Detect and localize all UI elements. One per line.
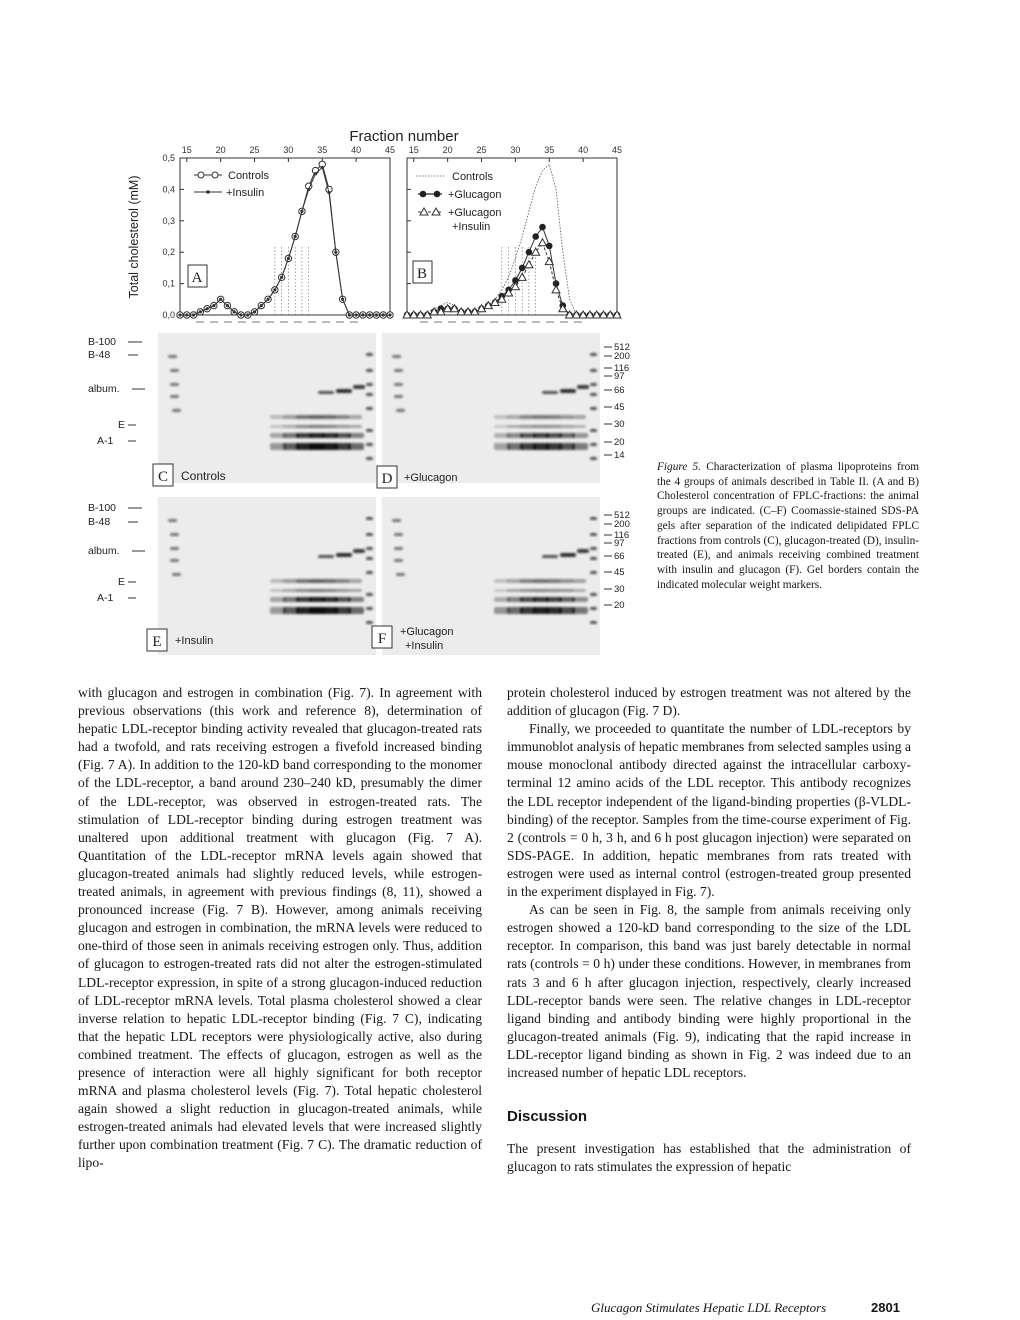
legend-glucagon-insulin-b-2: +Insulin xyxy=(452,221,491,233)
gel-band xyxy=(348,589,362,592)
series-line-controls xyxy=(407,164,617,315)
gel-band xyxy=(494,589,508,592)
gel-band xyxy=(520,415,534,419)
gel-band xyxy=(520,425,534,428)
panel-f-label-2: +Insulin xyxy=(405,640,444,652)
gel-band xyxy=(494,579,508,583)
gel-label-e-bottom: E xyxy=(118,576,126,588)
gel-band xyxy=(283,589,297,592)
mw-label: 30 xyxy=(614,584,625,595)
gel-band xyxy=(348,579,362,583)
y-tick-label: 0,0 xyxy=(162,310,175,320)
gel-band xyxy=(322,425,336,428)
discussion-heading: Discussion xyxy=(507,1108,588,1126)
panel-c-label: Controls xyxy=(181,469,226,483)
gel-band xyxy=(572,597,588,602)
gel-band xyxy=(270,579,284,583)
right-paragraph-1: protein cholesterol induced by estrogen treatment was not altered by the addition of glucagon (Fig. 7 D). xyxy=(507,685,911,719)
legend-controls-b: Controls xyxy=(452,171,493,183)
panel-c-letter: C xyxy=(157,469,169,485)
x-tick-label: 40 xyxy=(351,145,362,155)
gel-band xyxy=(494,415,508,419)
gel-band xyxy=(394,383,403,386)
gel-band xyxy=(590,393,597,396)
data-point xyxy=(192,313,195,316)
data-point xyxy=(341,298,344,301)
gel-band xyxy=(546,415,560,419)
gel-band xyxy=(366,353,373,356)
gel-band xyxy=(559,425,573,428)
gel-band xyxy=(572,589,586,592)
gel-band xyxy=(507,415,521,419)
gel-label-e-top: E xyxy=(118,419,126,431)
gel-band xyxy=(335,415,349,419)
gel-d xyxy=(382,333,600,483)
data-point xyxy=(253,310,256,313)
x-tick-label: 30 xyxy=(510,145,521,155)
gel-band xyxy=(366,533,373,536)
gel-band xyxy=(309,415,323,419)
gel-band xyxy=(546,579,560,583)
gel-band xyxy=(366,547,373,550)
left-paragraph-1: with glucagon and estrogen in combination (Fig. 7). In agreement with previous observations (this work and reference 8), determination of hepatic LDL-receptor binding activity revealed that glucagon-treated rats had a twofold, and rats receiving estrogen a fivefold increased binding (Fig. 7 A). In addition to the 120-kD band corresponding to the monomer of the LDL-receptor, a band around 230–240 kD, presumably the dimer of the LDL-receptor, was observed in estrogen-treated rats. The stimulation of LDL-receptor binding during estrogen treatment was unaltered upon additional treatment with glucagon (Fig. 7 A). Quantitation of the LDL-receptor mRNA levels again showed that glucagon-treated animals had slightly reduced levels, while estrogen-treated animals, in agreement with previous findings (8, 11), showed a pronounced increase (Fig. 7 B). However, among animals receiving glucagon and estrogen in combination, the mRNA levels were reduced to one-third of those seen in animals receiving estrogen only. Thus, addition of glucagon to estrogen-treated rats did not alter the estrogen-stimulated LDL-receptor expression, in spite of a strong glucagon-induced reduction of LDL-receptor mRNA levels. Total plasma cholesterol showed a clear inverse relation to hepatic LDL-receptor binding (Fig. 7 C), indicating that the hepatic LDL receptors were physiologically active, also during combined treatment. The effects of glucagon, estrogen as well as the presence of interaction were all highly significant for both receptor mRNA and plasma cholesterol levels (Fig. 7). Total hepatic cholesterol again showed a slight reduction in glucagon-treated animals, while estrogen-treated animals had elevated levels that were increased slightly further upon combination treatment (Fig. 7 C). The dramatic reduction of lipo- xyxy=(78,685,482,1171)
gel-band xyxy=(392,355,401,358)
gel-band xyxy=(572,425,586,428)
gel-band xyxy=(572,607,588,614)
panel-b-legend xyxy=(416,171,502,233)
mw-label: 20 xyxy=(614,437,625,448)
mw-label: 200 xyxy=(614,519,630,530)
panel-d-label: +Glucagon xyxy=(404,472,458,484)
gel-band xyxy=(396,573,405,576)
gel-band xyxy=(170,547,179,550)
mw-label: 20 xyxy=(614,600,625,611)
data-point xyxy=(375,313,378,316)
x-tick-label: 45 xyxy=(384,145,396,155)
gel-band xyxy=(366,457,373,460)
gel-band xyxy=(572,433,588,438)
x-tick-label: 40 xyxy=(578,145,589,155)
mw-label: 14 xyxy=(614,450,625,461)
gel-label-album-bottom: album. xyxy=(88,545,120,557)
mw-label: 66 xyxy=(614,385,625,396)
gel-band xyxy=(590,443,597,446)
gel-band xyxy=(590,429,597,432)
data-point xyxy=(266,298,269,301)
panel-a-legend xyxy=(194,170,269,199)
gel-band xyxy=(270,415,284,419)
gel-band xyxy=(577,549,589,553)
x-tick-label: 15 xyxy=(408,145,419,155)
y-tick-label: 0,5 xyxy=(162,153,175,163)
gel-label-b48-top: B-48 xyxy=(88,349,111,361)
gel-band xyxy=(590,571,597,574)
data-point xyxy=(300,210,303,213)
data-point xyxy=(226,304,229,307)
running-header: Glucagon Stimulates Hepatic LDL Receptors xyxy=(591,1300,827,1315)
panel-e-letter: E xyxy=(152,634,162,650)
series-line--insulin xyxy=(180,167,390,315)
gel-band xyxy=(577,385,589,389)
discussion-paragraph: The present investigation has established that the administration of glucagon to rats stimulates the expression of hepatic xyxy=(507,1141,911,1175)
gel-band xyxy=(348,607,364,614)
gel-band xyxy=(296,415,310,419)
gel-band xyxy=(392,519,401,522)
gel-band xyxy=(590,557,597,560)
data-point xyxy=(532,233,539,240)
legend-controls-a: Controls xyxy=(228,170,269,182)
gel-band xyxy=(394,559,403,562)
gel-band xyxy=(494,425,508,428)
page-number: 2801 xyxy=(871,1300,900,1315)
data-point xyxy=(294,235,297,238)
gel-band xyxy=(590,407,597,410)
data-point xyxy=(287,257,290,260)
y-tick-label: 0,4 xyxy=(162,184,175,195)
gel-band xyxy=(318,555,334,558)
gel-band xyxy=(520,589,534,592)
gel-label-a1-top: A-1 xyxy=(97,435,114,447)
gel-band xyxy=(353,385,365,389)
data-point xyxy=(348,313,351,316)
gel-band xyxy=(172,409,181,412)
gel-band xyxy=(366,369,373,372)
gel-band xyxy=(322,589,336,592)
gel-band xyxy=(283,415,297,419)
gel-band xyxy=(560,389,576,393)
gel-band xyxy=(590,593,597,596)
gel-band xyxy=(348,415,362,419)
data-point xyxy=(538,239,546,246)
panel-b-frame xyxy=(407,158,617,315)
gel-band xyxy=(546,425,560,428)
data-point xyxy=(212,304,215,307)
gel-band xyxy=(546,589,560,592)
gel-band xyxy=(336,553,352,557)
gel-band xyxy=(590,533,597,536)
gel-band xyxy=(559,589,573,592)
panel-a-frame xyxy=(180,158,390,315)
data-point xyxy=(185,313,188,316)
gel-band xyxy=(170,559,179,562)
gel-band xyxy=(507,425,521,428)
series-line--glucagon xyxy=(407,227,617,315)
legend-glucagon-insulin-b-1: +Glucagon xyxy=(448,207,502,219)
data-point xyxy=(518,273,526,280)
data-point xyxy=(246,313,249,316)
mw-label: 45 xyxy=(614,567,625,578)
gel-band xyxy=(283,579,297,583)
data-point xyxy=(552,286,560,293)
left-column xyxy=(78,684,482,1173)
gel-band xyxy=(168,355,177,358)
gel-band xyxy=(296,579,310,583)
gel-band xyxy=(520,579,534,583)
legend-glucagon-b: +Glucagon xyxy=(448,189,502,201)
gel-band xyxy=(533,589,547,592)
panel-b-letter: B xyxy=(416,266,428,282)
data-point xyxy=(273,288,276,291)
gel-band xyxy=(572,579,586,583)
y-tick-label: 0,1 xyxy=(162,278,175,289)
gel-band xyxy=(366,593,373,596)
gel-band xyxy=(559,415,573,419)
data-point xyxy=(388,313,391,316)
gel-band xyxy=(590,607,597,610)
gel-band xyxy=(533,425,547,428)
series-line-controls xyxy=(180,164,390,315)
caption-label: Figure 5. xyxy=(657,461,702,473)
gel-band xyxy=(507,589,521,592)
gel-band xyxy=(396,409,405,412)
x-tick-label: 30 xyxy=(283,145,294,155)
gel-band xyxy=(366,429,373,432)
right-paragraph-2: Finally, we proceeded to quantitate the number of LDL-receptors by immunoblot analysis of hepatic membranes from selected samples using a mouse monoclonal antibody directed against the intracellular carboxy-terminal 12 amino acids of the LDL receptor. This antibody recognizes the LDL receptor independent of the ligand-binding properties (β-VLDL-binding) of the receptor. Samples from the time-course experiment of Fig. 2 (controls = 0 h, 3 h, and 6 h post glucagon injection) were separated on SDS-PAGE. In addition, hepatic membranes from rats treated with estrogen were used as internal control (estrogen-treated group presented in the experiment displayed in Fig. 7). xyxy=(507,721,911,900)
gel-band xyxy=(560,553,576,557)
mw-label: 116 xyxy=(614,363,630,374)
mw-label: 116 xyxy=(614,530,630,541)
gel-band xyxy=(318,391,334,394)
data-point xyxy=(219,298,222,301)
gel-band xyxy=(335,425,349,428)
gel-band xyxy=(353,549,365,553)
gel-band xyxy=(170,395,179,398)
gel-label-b48-bottom: B-48 xyxy=(88,516,111,528)
figure-title: Fraction number xyxy=(349,128,459,145)
y-axis-label: Total cholesterol (mM) xyxy=(127,175,141,299)
gel-band xyxy=(394,547,403,550)
mw-label: 200 xyxy=(614,351,630,362)
x-tick-label: 45 xyxy=(611,145,623,155)
gel-band xyxy=(572,443,588,450)
data-point xyxy=(307,188,310,191)
gel-label-b100-top: B-100 xyxy=(88,336,117,348)
gel-band xyxy=(270,589,284,592)
gel-band xyxy=(394,533,403,536)
gel-band xyxy=(507,579,521,583)
data-point xyxy=(368,313,371,316)
gel-band xyxy=(335,579,349,583)
gel-band xyxy=(394,369,403,372)
gel-band xyxy=(322,579,336,583)
gel-band xyxy=(542,555,558,558)
data-point xyxy=(532,248,540,255)
gel-band xyxy=(348,425,362,428)
mw-label: 30 xyxy=(614,419,625,430)
data-point xyxy=(355,313,358,316)
x-tick-label: 25 xyxy=(249,145,260,155)
figure-5 xyxy=(0,0,640,670)
figure-caption xyxy=(657,460,919,592)
gel-band xyxy=(170,369,179,372)
data-point xyxy=(280,276,283,279)
mw-label: 512 xyxy=(614,510,630,521)
gel-e xyxy=(158,497,376,655)
x-tick-label: 35 xyxy=(317,145,328,155)
gel-band xyxy=(296,589,310,592)
x-tick-label: 20 xyxy=(215,145,226,155)
x-tick-label: 35 xyxy=(544,145,555,155)
data-point xyxy=(314,172,317,175)
data-point xyxy=(233,310,236,313)
gel-band xyxy=(366,571,373,574)
data-point xyxy=(178,313,181,316)
gel-band xyxy=(590,383,597,386)
gel-band xyxy=(533,579,547,583)
y-tick-label: 0,2 xyxy=(162,247,175,258)
mw-label: 97 xyxy=(614,538,625,549)
gel-band xyxy=(336,389,352,393)
gel-band xyxy=(366,393,373,396)
data-point xyxy=(334,251,337,254)
mw-label: 512 xyxy=(614,342,630,353)
mw-label: 97 xyxy=(614,371,625,382)
gel-label-a1-bottom: A-1 xyxy=(97,592,114,604)
gel-band xyxy=(170,383,179,386)
gel-band xyxy=(348,597,364,602)
gel-c xyxy=(158,333,376,483)
data-point xyxy=(260,304,263,307)
mw-label: 45 xyxy=(614,402,625,413)
gel-band xyxy=(309,579,323,583)
gel-band xyxy=(590,369,597,372)
gel-band xyxy=(170,533,179,536)
mw-label: 66 xyxy=(614,551,625,562)
data-point xyxy=(205,307,208,310)
gel-band xyxy=(283,425,297,428)
legend-insulin-a: +Insulin xyxy=(226,187,265,199)
gel-band xyxy=(394,395,403,398)
caption-text: Characterization of plasma lipoproteins from the 4 groups of animals described in Table II. (A and B) Cholesterol concentration of FPLC-fractions: the animal groups are indicated. (C–F) Coomassie-stained SDS-PA gels after separation of the indicated delipidated FPLC fractions from controls (C), glucagon-treated (D), insulin-treated (E), and animals receiving combined treatment with insulin and glucagon (F). Gel borders contain the indicated molecular weight markers. xyxy=(657,461,920,591)
gel-band xyxy=(590,547,597,550)
data-point xyxy=(361,313,364,316)
gel-band xyxy=(296,425,310,428)
gel-band xyxy=(366,443,373,446)
panel-f-letter: F xyxy=(377,631,387,647)
gel-band xyxy=(559,579,573,583)
gel-band xyxy=(590,353,597,356)
data-point xyxy=(526,249,533,256)
gel-band xyxy=(172,573,181,576)
gel-band xyxy=(590,457,597,460)
gel-band xyxy=(309,589,323,592)
gel-band xyxy=(366,517,373,520)
gel-band xyxy=(366,607,373,610)
data-point xyxy=(327,191,330,194)
gel-band xyxy=(322,415,336,419)
gel-band xyxy=(533,415,547,419)
gel-label-album-top: album. xyxy=(88,383,120,395)
gel-label-b100-bottom: B-100 xyxy=(88,502,117,514)
panel-e-label: +Insulin xyxy=(175,635,214,647)
panel-f-label-1: +Glucagon xyxy=(400,626,454,638)
gel-band xyxy=(366,621,373,624)
data-point xyxy=(199,310,202,313)
gel-band xyxy=(335,589,349,592)
gel-band xyxy=(348,443,364,450)
panel-d-letter: D xyxy=(381,471,393,487)
gel-band xyxy=(270,425,284,428)
right-column xyxy=(507,684,911,1176)
data-point xyxy=(525,261,533,268)
gel-band xyxy=(542,391,558,394)
series-line--glucagon-insulin xyxy=(407,243,617,315)
gel-band xyxy=(572,415,586,419)
x-tick-label: 20 xyxy=(442,145,453,155)
x-tick-label: 25 xyxy=(476,145,487,155)
gel-band xyxy=(590,517,597,520)
data-point xyxy=(382,313,385,316)
gel-band xyxy=(366,407,373,410)
gel-band xyxy=(168,519,177,522)
gel-band xyxy=(366,557,373,560)
data-point xyxy=(321,166,324,169)
x-tick-label: 15 xyxy=(181,145,192,155)
data-point xyxy=(539,224,546,231)
gel-band xyxy=(590,621,597,624)
gel-band xyxy=(348,433,364,438)
right-paragraph-3: As can be seen in Fig. 8, the sample from animals receiving only estrogen showed a 120-kD band corresponding to the size of the LDL receptor. In comparison, this band was just barely detectable in normal rats (controls = 0 h) under these conditions. However, in membranes from rats 3 and 6 h after glucagon injection, respectively, clearly increased LDL-receptor bands were seen. The relative changes in LDL-receptor ligand binding and antibody binding were highly proportional in the glucagon-treated animals (Fig. 9), indicating that the rapid increase in LDL-receptor ligand binding as shown in Fig. 2 was indeed due to an increased number of hepatic LDL receptors. xyxy=(507,902,911,1080)
gel-band xyxy=(366,383,373,386)
gel-band xyxy=(309,425,323,428)
panel-a-letter: A xyxy=(191,270,203,286)
data-point xyxy=(239,313,242,316)
y-tick-label: 0,3 xyxy=(162,215,175,226)
